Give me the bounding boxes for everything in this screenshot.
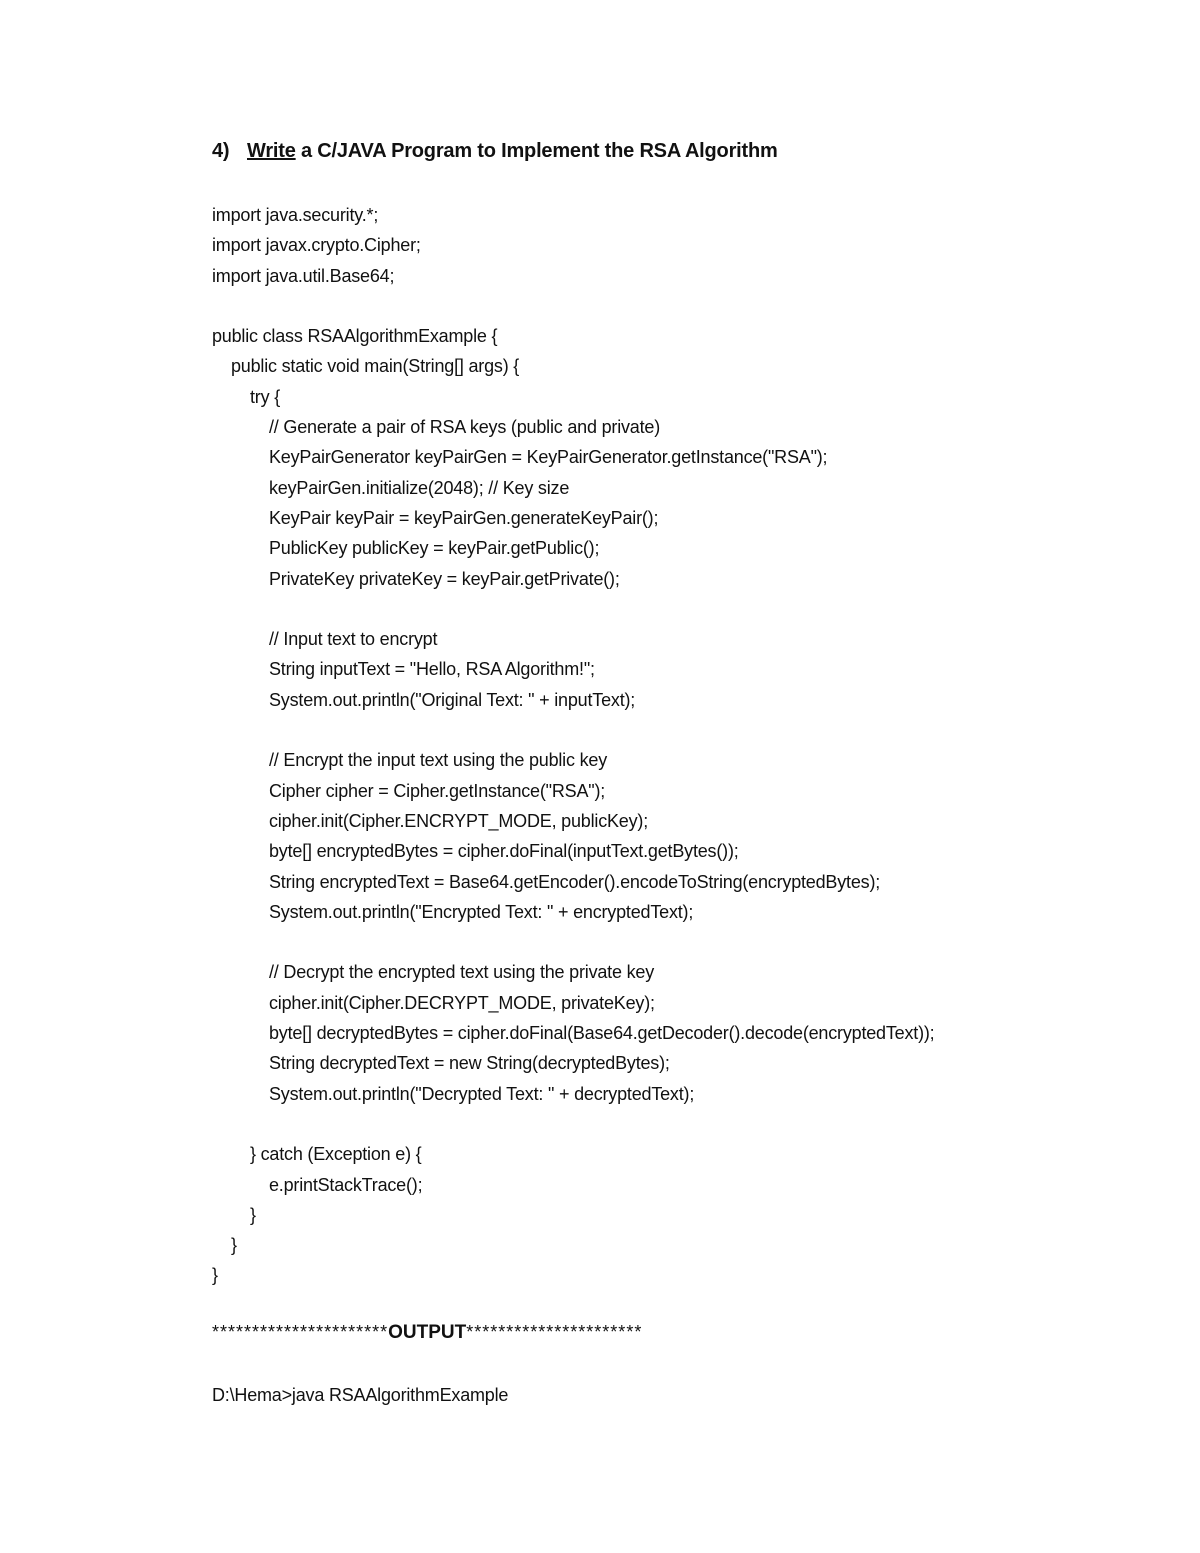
- code-line: // Decrypt the encrypted text using the private key: [269, 962, 655, 983]
- heading-underlined-word: Write: [247, 140, 296, 162]
- code-line: import javax.crypto.Cipher;: [212, 235, 421, 256]
- code-line: keyPairGen.initialize(2048); // Key size: [269, 477, 570, 498]
- question-number: 4): [212, 140, 230, 162]
- code-line: byte[] decryptedBytes = cipher.doFinal(Base64.getDecoder().decode(encryptedText));: [269, 1023, 935, 1044]
- code-listing: [212, 200, 1172, 1291]
- code-blank-line: [212, 594, 1172, 624]
- code-line: String inputText = "Hello, RSA Algorithm!";: [269, 659, 595, 680]
- code-line: public static void main(String[] args) {: [231, 356, 520, 377]
- command-line: D:\Hema>java RSAAlgorithmExample: [212, 1385, 509, 1405]
- code-line: cipher.init(Cipher.ENCRYPT_MODE, publicKey);: [269, 810, 649, 831]
- code-line: PrivateKey privateKey = keyPair.getPrivate();: [269, 568, 620, 589]
- code-line: System.out.println("Encrypted Text: " + encryptedText);: [269, 901, 694, 922]
- code-line: KeyPair keyPair = keyPairGen.generateKeyPair();: [269, 507, 659, 528]
- code-line: // Encrypt the input text using the public key: [269, 750, 607, 771]
- code-line: System.out.println("Decrypted Text: " + decryptedText);: [269, 1083, 695, 1104]
- code-line: import java.security.*;: [212, 205, 379, 225]
- code-line: String encryptedText = Base64.getEncoder().encodeToString(encryptedBytes);: [269, 871, 881, 892]
- code-blank-line: [212, 291, 1172, 321]
- code-line: }: [212, 1265, 218, 1286]
- code-line: }: [231, 1235, 237, 1256]
- code-line: byte[] encryptedBytes = cipher.doFinal(inputText.getBytes());: [269, 841, 739, 862]
- code-line: }: [250, 1204, 256, 1225]
- code-line: KeyPairGenerator keyPairGen = KeyPairGenerator.getInstance("RSA");: [269, 447, 828, 468]
- code-blank-line: [212, 715, 1172, 745]
- code-line: // Input text to encrypt: [269, 629, 438, 650]
- code-blank-line: [212, 927, 1172, 957]
- code-blank-line: [212, 1109, 1172, 1139]
- code-line: public class RSAAlgorithmExample {: [212, 326, 498, 347]
- code-line: // Generate a pair of RSA keys (public and private): [269, 417, 661, 438]
- output-banner: [212, 1322, 642, 1344]
- heading-text: a C/JAVA Program to Implement the RSA Algorithm: [295, 140, 778, 162]
- code-line: System.out.println("Original Text: " + inputText);: [269, 689, 636, 710]
- output-banner-left-stars: **********************: [212, 1322, 389, 1342]
- code-line: PublicKey publicKey = keyPair.getPublic();: [269, 538, 600, 559]
- question-heading: [212, 140, 778, 163]
- code-line: } catch (Exception e) {: [250, 1144, 422, 1165]
- code-line: String decryptedText = new String(decryptedBytes);: [269, 1053, 670, 1074]
- code-line: e.printStackTrace();: [269, 1174, 423, 1195]
- code-line: cipher.init(Cipher.DECRYPT_MODE, privateKey);: [269, 992, 655, 1013]
- output-banner-right-stars: **********************: [466, 1322, 643, 1342]
- code-line: Cipher cipher = Cipher.getInstance("RSA");: [269, 780, 606, 801]
- output-label: OUTPUT: [388, 1322, 467, 1343]
- code-line: try {: [250, 386, 281, 407]
- code-line: import java.util.Base64;: [212, 265, 395, 286]
